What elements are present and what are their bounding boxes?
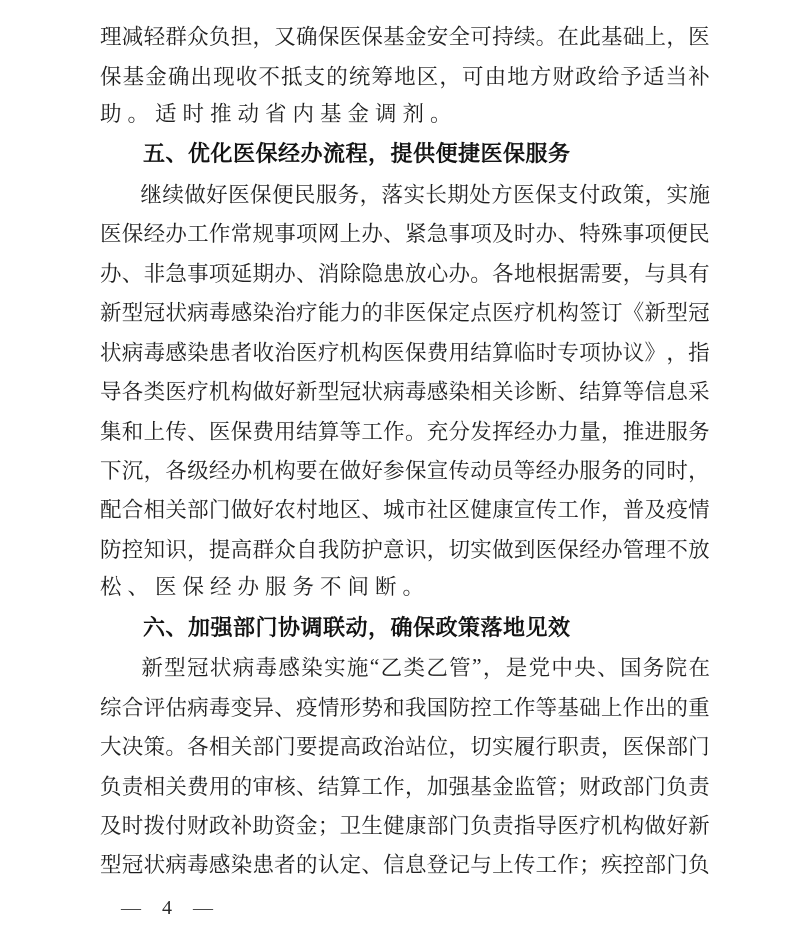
text-line: 保 基 金 确 出 现 收 不 抵 支 的 统 筹 地 区 ， 可 由 地 方 财 政 给 予 适 当 补 [100,64,710,89]
text-line: 及 时 拨 付 财 政 补 助 资 金 ； 卫 生 健 康 部 门 负 责 指 导 医 疗 机 构 做 好 新 [100,813,710,838]
section-heading: 五、优化医保经办流程，提供便捷医保服务 [143,141,571,167]
text-line: 型 冠 状 病 毒 感 染 患 者 的 认 定 、 信 息 登 记 与 上 传 工 作 ； 疾 控 部 门 负 [100,853,710,878]
footer-dash-left: — [121,897,141,919]
text-line: 继 续 做 好 医 保 便 民 服 务 ， 落 实 长 期 处 方 医 保 支 付 政 策 ， 实 施 [140,182,710,207]
text-line: 大 决 策 。 各 相 关 部 门 要 提 高 政 治 站 位 ， 切 实 履 行 职 责 ， 医 保 部 门 [100,735,710,760]
text-line: 医 保 经 办 工 作 常 规 事 项 网 上 办 、 紧 急 事 项 及 时 办 、 特 殊 事 项 便 民 [100,222,710,247]
page-footer [121,897,213,920]
text-line: 配 合 相 关 部 门 做 好 农 村 地 区 、 城 市 社 区 健 康 宣 传 工 作 ， 普 及 疫 情 [100,498,710,523]
text-line: 集 和 上 传 、 医 保 费 用 结 算 等 工 作 。 充 分 发 挥 经 办 力 量 ， 推 进 服 务 [100,419,710,444]
text-line: 负 责 相 关 费 用 的 审 核 、 结 算 工 作 ， 加 强 基 金 监 管 ； 财 政 部 门 负 责 [100,774,710,799]
text-line: 新 型 冠 状 病 毒 感 染 治 疗 能 力 的 非 医 保 定 点 医 疗 机 构 签 订 《 新 型 冠 [100,301,710,326]
text-line: 防 控 知 识 ， 提 高 群 众 自 我 防 护 意 识 ， 切 实 做 到 医 保 经 办 管 理 不 放 [100,537,710,562]
section-heading: 六、加强部门协调联动，确保政策落地见效 [143,614,571,640]
text-line: 状 病 毒 感 染 患 者 收 治 医 疗 机 构 医 保 费 用 结 算 临 时 专 项 协 议 》 ， 指 [100,340,710,365]
text-line: 松、医保经办服务不间断。 [100,575,431,600]
text-line: 下 沉 ， 各 级 经 办 机 构 要 在 做 好 参 保 宣 传 动 员 等 经 办 服 务 的 同 时 ， [100,459,710,484]
page-number: 4 [162,897,172,919]
text-line: 理 减 轻 群 众 负 担 ， 又 确 保 医 保 基 金 安 全 可 持 续 。 在 此 基 础 上 ， 医 [100,25,710,50]
text-line: 导 各 类 医 疗 机 构 做 好 新 型 冠 状 病 毒 感 染 相 关 诊 断 、 结 算 等 信 息 采 [100,380,710,405]
document-lines [100,16,710,884]
text-line: 助。适时推动省内基金调剂。 [100,101,458,126]
footer-dash-right: — [193,897,213,919]
text-line: 综 合 评 估 病 毒 变 异 、 疫 情 形 势 和 我 国 防 控 工 作 等 基 础 上 作 出 的 重 [100,695,710,720]
text-line: 办 、 非 急 事 项 延 期 办 、 消 除 隐 患 放 心 办 。 各 地 根 据 需 要 ， 与 具 有 [100,261,710,286]
text-line: 新 型 冠 状 病 毒 感 染 实 施 “ 乙 类 乙 管 ” ， 是 党 中 央 、 国 务 院 在 [141,654,710,681]
